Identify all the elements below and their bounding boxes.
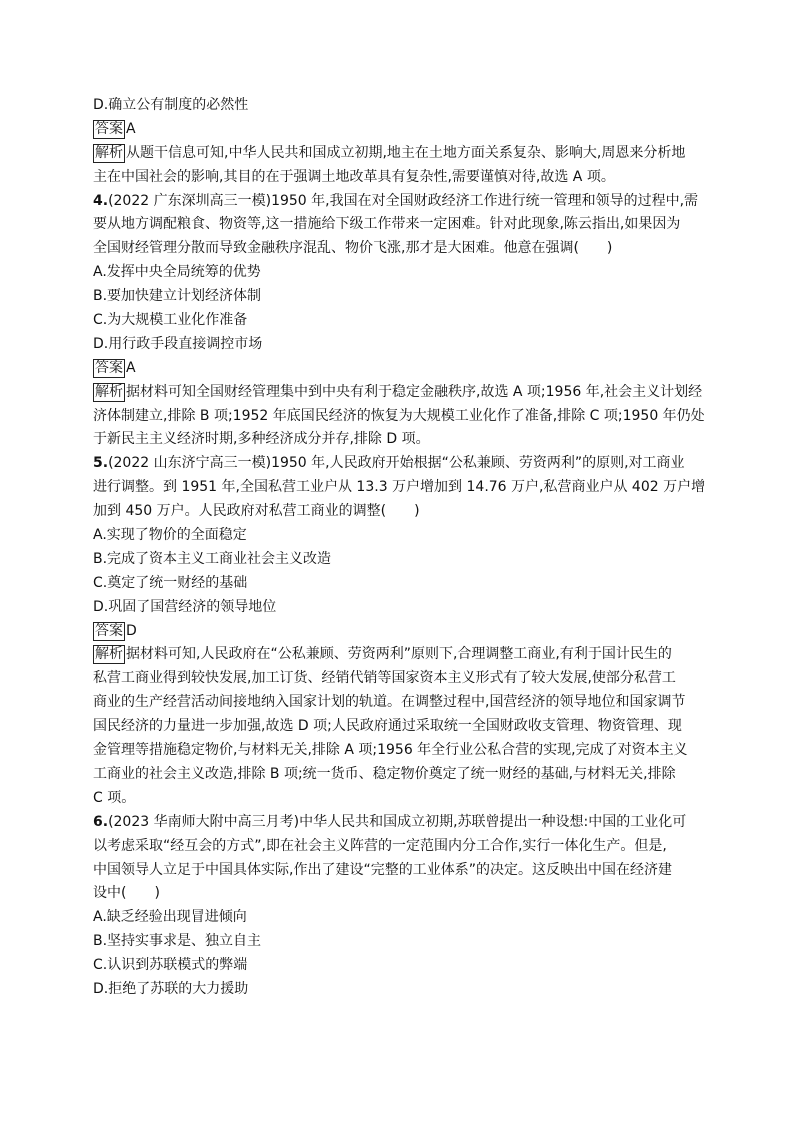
answer-value: A: [126, 120, 136, 137]
question-stem-line: [93, 811, 706, 835]
question-stem-line: [93, 476, 706, 500]
option-item: A.实现了物价的全面稳定: [93, 527, 247, 544]
question-stem-text: 进行调整。到 1951 年,全国私营工业户从 13.3 万户增加到 14.76 万户,私营商业户从 402 万户增: [93, 479, 706, 496]
analysis-text: 济体制建立,排除 B 项;1952 年底国民经济的恢复为大规模工业化作了准备,排除 C 项;1950 年仍处: [93, 407, 705, 424]
analysis-text: C 项。: [93, 789, 136, 806]
analysis-line: [93, 381, 706, 405]
option-item: D.拒绝了苏联的大力援助: [93, 980, 249, 997]
question-stem-line: [93, 452, 706, 476]
analysis-tag: 解析: [95, 383, 123, 400]
analysis-line: [93, 428, 706, 452]
analysis-text: 据材料可知全国财经管理集中到中央有利于稳定金融秩序,故选 A 项;1956 年,社会主义计划经: [126, 383, 703, 400]
question-stem-text: 加到 450 万户。人民政府对私营工商业的调整( ): [93, 503, 420, 520]
question-stem-text: (2022 广东深圳高三一模)1950 年,我国在对全国财政经济工作进行统一管理和领导的过程中,需: [108, 192, 699, 209]
analysis-text: 于新民主主义经济时期,多种经济成分并存,排除 D 项。: [93, 431, 430, 448]
analysis-tag: 解析: [95, 646, 123, 663]
analysis-line: [93, 691, 706, 715]
question-number: 5.: [93, 455, 109, 472]
document-content: [93, 94, 706, 1002]
answer-value: A: [126, 359, 136, 376]
question-stem-text: 以考虑采取“经互会的方式”,即在社会主义阵营的一定范围内分工合作,实行一体化生产。但是,: [93, 837, 667, 854]
answer-tag: 答案: [95, 622, 123, 639]
answer-line: [93, 620, 706, 644]
analysis-text: 商业的生产经营活动间接地纳入国家计划的轨道。在调整过程中,国营经济的领导地位和国家调节: [93, 694, 686, 711]
option-item: B.完成了资本主义工商业社会主义改造: [93, 550, 332, 567]
question-number: 6.: [93, 813, 109, 830]
answer-value: D: [126, 622, 137, 639]
analysis-tag: 解析: [95, 144, 123, 161]
question-stem-line: [93, 882, 706, 906]
option-item: D.确立公有制度的必然性: [93, 97, 249, 113]
question-stem-line: [93, 500, 706, 524]
analysis-line: [93, 787, 706, 811]
option-item: A.发挥中央全局统筹的优势: [93, 264, 261, 281]
analysis-line: [93, 715, 706, 739]
question-stem-text: (2022 山东济宁高三一模)1950 年,人民政府开始根据“公私兼顾、劳资两利”的原则,对工商业: [108, 455, 685, 472]
question-stem-text: 设中( ): [93, 885, 160, 902]
analysis-text: 主在中国社会的影响,其目的在于强调土地改革具有复杂性,需要谨慎对待,故选 A 项。: [93, 168, 615, 185]
analysis-line: [93, 405, 706, 429]
option-item: C.为大规模工业化作准备: [93, 312, 248, 329]
question-stem-text: 中国领导人立足于中国具体实际,作出了建设“完整的工业体系”的决定。这反映出中国在经济建: [93, 861, 672, 878]
question-stem-text: (2023 华南师大附中高三月考)中华人民共和国成立初期,苏联曾提出一种设想:中国的工业化可: [108, 813, 687, 830]
option-item: B.要加快建立计划经济体制: [93, 288, 262, 305]
analysis-line: [93, 739, 706, 763]
option-item: D.巩固了国营经济的领导地位: [93, 598, 277, 615]
option-item: D.用行政手段直接调控市场: [93, 335, 263, 352]
analysis-line: [93, 667, 706, 691]
analysis-line: [93, 166, 706, 190]
analysis-line: [93, 763, 706, 787]
question-stem-text: 要从地方调配粮食、物资等,这一措施给下级工作带来一定困难。针对此现象,陈云指出,如果因为: [93, 216, 681, 233]
question-stem-text: 全国财经管理分散而导致金融秩序混乱、物价飞涨,那才是大困难。他意在强调( ): [93, 240, 613, 257]
question-number: 4.: [93, 192, 109, 209]
answer-tag: 答案: [95, 359, 123, 376]
question-stem-line: [93, 859, 706, 883]
answer-tag: 答案: [95, 120, 123, 137]
answer-line: [93, 357, 706, 381]
question-stem-line: [93, 835, 706, 859]
answer-line: [93, 118, 706, 142]
analysis-line: [93, 643, 706, 667]
analysis-text: 私营工商业得到较快发展,加工订货、经销代销等国家资本主义形式有了较大发展,使部分私营工: [93, 670, 676, 687]
option-item: C.奠定了统一财经的基础: [93, 574, 248, 591]
analysis-text: 国民经济的力量进一步加强,故选 D 项;人民政府通过采取统一全国财政收支管理、物资管理、现: [93, 718, 682, 735]
option-item: C.认识到苏联模式的弊端: [93, 957, 248, 974]
option-item: B.坚持实事求是、独立自主: [93, 933, 262, 950]
analysis-text: 从题干信息可知,中华人民共和国成立初期,地主在土地方面关系复杂、影响大,周恩来分析地: [126, 144, 686, 161]
analysis-text: 据材料可知,人民政府在“公私兼顾、劳资两利”原则下,合理调整工商业,有利于国计民生的: [126, 646, 672, 663]
question-stem-line: [93, 237, 706, 261]
analysis-line: [93, 142, 706, 166]
analysis-text: 工商业的社会主义改造,排除 B 项;统一货币、稳定物价奠定了统一财经的基础,与材料无关,排除: [93, 765, 676, 782]
question-stem-line: [93, 213, 706, 237]
question-stem-line: [93, 190, 706, 214]
option-item: A.缺乏经验出现冒进倾向: [93, 909, 247, 926]
analysis-text: 金管理等措施稳定物价,与材料无关,排除 A 项;1956 年全行业公私合营的实现,完成了对资本主义: [93, 742, 688, 759]
